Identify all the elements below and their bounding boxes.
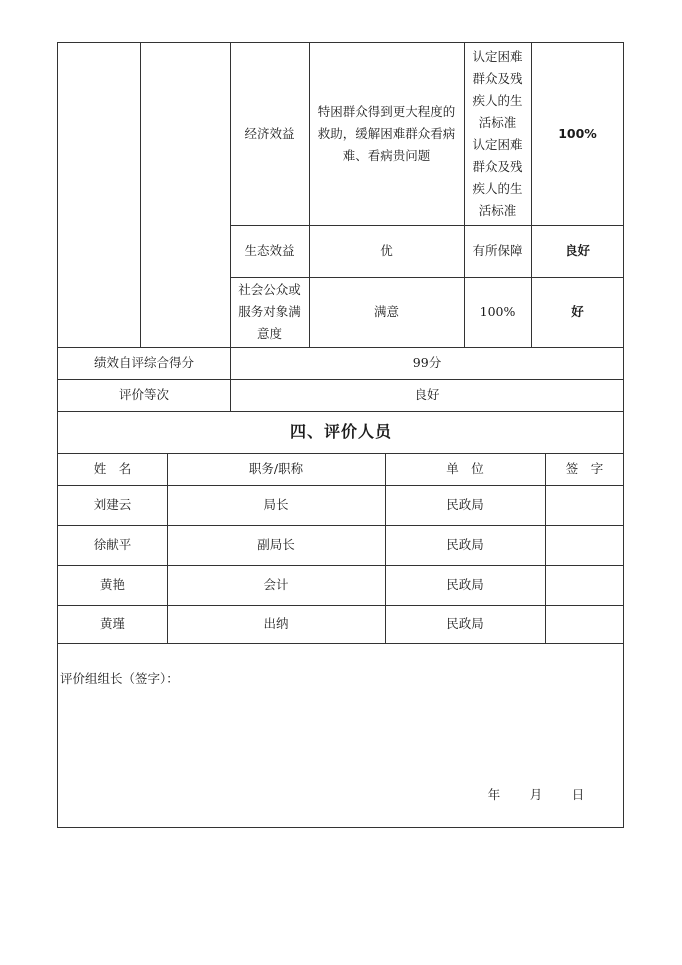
evaluator-unit: 民政局 [446,577,484,592]
evaluator-unit: 民政局 [446,537,484,552]
standard-text-2: 认定困难群众及残疾人的生活标准 [472,137,523,218]
date-day: 日 [571,787,585,802]
indicator-name-ecological: 生态效益 [244,243,295,258]
indicator-value-satisfaction: 好 [571,304,584,319]
header-position: 职务/职称 [248,461,304,476]
evaluator-position: 副局长 [257,537,295,552]
evaluator-unit: 民政局 [446,497,484,512]
evaluator-name: 刘建云 [93,497,132,512]
evaluator-name: 黄瑾 [99,616,125,631]
header-signature: 签 字 [565,461,604,476]
section-title: 四、评价人员 [289,422,392,441]
date-month: 月 [529,787,543,802]
indicator-standard-ecological: 有所保障 [472,243,523,258]
grade-label: 评价等次 [118,387,169,402]
indicator-description-ecological: 优 [380,243,393,258]
indicator-description-economic: 特困群众得到更大程度的救助，缓解困难群众看病难、看病贵问题 [317,104,456,163]
grade-value: 良好 [414,387,440,402]
evaluator-position: 出纳 [263,616,289,631]
score-label: 绩效自评综合得分 [93,355,194,370]
evaluation-table [57,42,624,828]
score-value: 99分 [412,355,442,370]
indicator-standard-satisfaction: 100% [479,304,516,319]
standard-text-1: 认定困难群众及残疾人的生活标准 [472,49,523,130]
indicator-name-satisfaction: 社会公众或服务对象满意度 [238,282,301,341]
evaluator-unit: 民政局 [446,616,484,631]
header-unit: 单 位 [446,461,484,476]
evaluator-position: 会计 [263,577,289,592]
leader-signature-label: 评价组组长（签字）： [60,671,179,686]
evaluator-name: 徐献平 [93,537,132,552]
indicator-value-economic: 100% [558,126,597,141]
evaluator-position: 局长 [263,497,289,512]
indicator-name-economic: 经济效益 [244,126,295,141]
indicator-value-ecological: 良好 [564,243,590,258]
indicator-description-satisfaction: 满意 [373,304,399,319]
date-year: 年 [487,787,501,802]
header-name: 姓 名 [93,461,132,476]
indicator-standard-economic [464,43,531,225]
evaluator-name: 黄艳 [99,577,125,592]
